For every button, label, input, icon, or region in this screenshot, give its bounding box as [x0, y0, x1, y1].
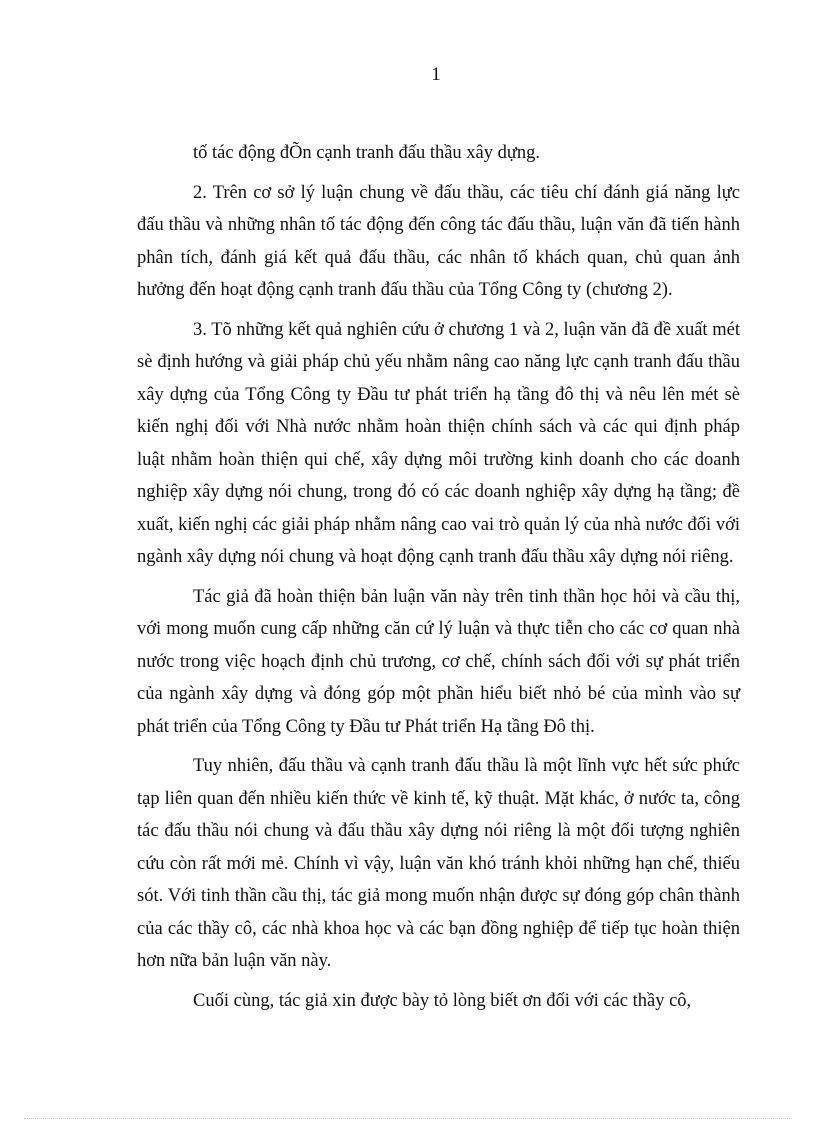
paragraph-5: Tuy nhiên, đấu thầu và cạnh tranh đấu thầu là một lĩnh vực hết sức phức tạp liên quan đến nhiều kiến thức về kinh tế, kỹ thuật. Mặt khác, ở nước ta, công tác đấu thầu nói chung và đấu thầu xây dựng nói riêng là một đối tượng nghiên cứu còn rất mới mẻ. Chính vì vậy, luận văn khó tránh khỏi những hạn chế, thiếu sót. Với tinh thần cầu thị, tác giả mong muốn nhận được sự đóng góp chân thành của các thầy cô, các nhà khoa học và các bạn đồng nghiệp để tiếp tục hoàn thiện hơn nữa bản luận văn này.: [137, 756, 740, 971]
paragraph-2: 2. Trên cơ sở lý luận chung về đấu thầu, các tiêu chí đánh giá năng lực đấu thầu và những nhân tố tác động đến công tác đấu thầu, luận văn đã tiến hành phân tích, đánh giá kết quả đấu thầu, các nhân tố khách quan, chủ quan ảnh hưởng đến hoạt động cạnh tranh đấu thầu của Tổng Công ty (chương 2).: [137, 182, 740, 300]
paragraph-4: Tác giả đã hoàn thiện bản luận văn này trên tinh thần học hỏi và cầu thị, với mong muốn cung cấp những căn cứ lý luận và thực tiễn cho các cơ quan nhà nước trong việc hoạch định chủ trương, cơ chế, chính sách đối với sự phát triển của ngành xây dựng và đóng góp một phần hiểu biết nhỏ bé của mình vào sự phát triển của Tổng Công ty Đầu tư Phát triển Hạ tầng Đô thị.: [137, 586, 740, 737]
paragraph-6: Cuối cùng, tác giả xin được bày tỏ lòng biết ơn đối với các thầy cô,: [193, 990, 692, 1011]
paragraph-1: tố tác động đÕn cạnh tranh đấu thầu xây dựng.: [193, 143, 541, 163]
document-body: [137, 137, 740, 1017]
page-number: 1: [431, 64, 441, 85]
paragraph-3: 3. Tõ những kết quả nghiên cứu ở chương 1 và 2, luận văn đã đề xuất mét sè định hướng và giải pháp chủ yếu nhằm nâng cao năng lực cạnh tranh đấu thầu xây dựng của Tổng Công ty Đầu tư phát triển hạ tầng đô thị và nêu lên mét sè kiến nghị đối với Nhà nước nhằm hoàn thiện chính sách và các qui định pháp luật nhằm hoàn thiện qui chế, xây dựng môi trường kinh doanh cho các doanh nghiệp xây dựng nói chung, trong đó có các doanh nghiệp xây dựng hạ tầng; đề xuất, kiến nghị các giải pháp nhằm nâng cao vai trò quản lý của nhà nước đối với ngành xây dựng nói chung và hoạt động cạnh tranh đấu thầu xây dựng nói riêng.: [137, 319, 740, 567]
page-bottom-divider: [24, 1118, 792, 1119]
